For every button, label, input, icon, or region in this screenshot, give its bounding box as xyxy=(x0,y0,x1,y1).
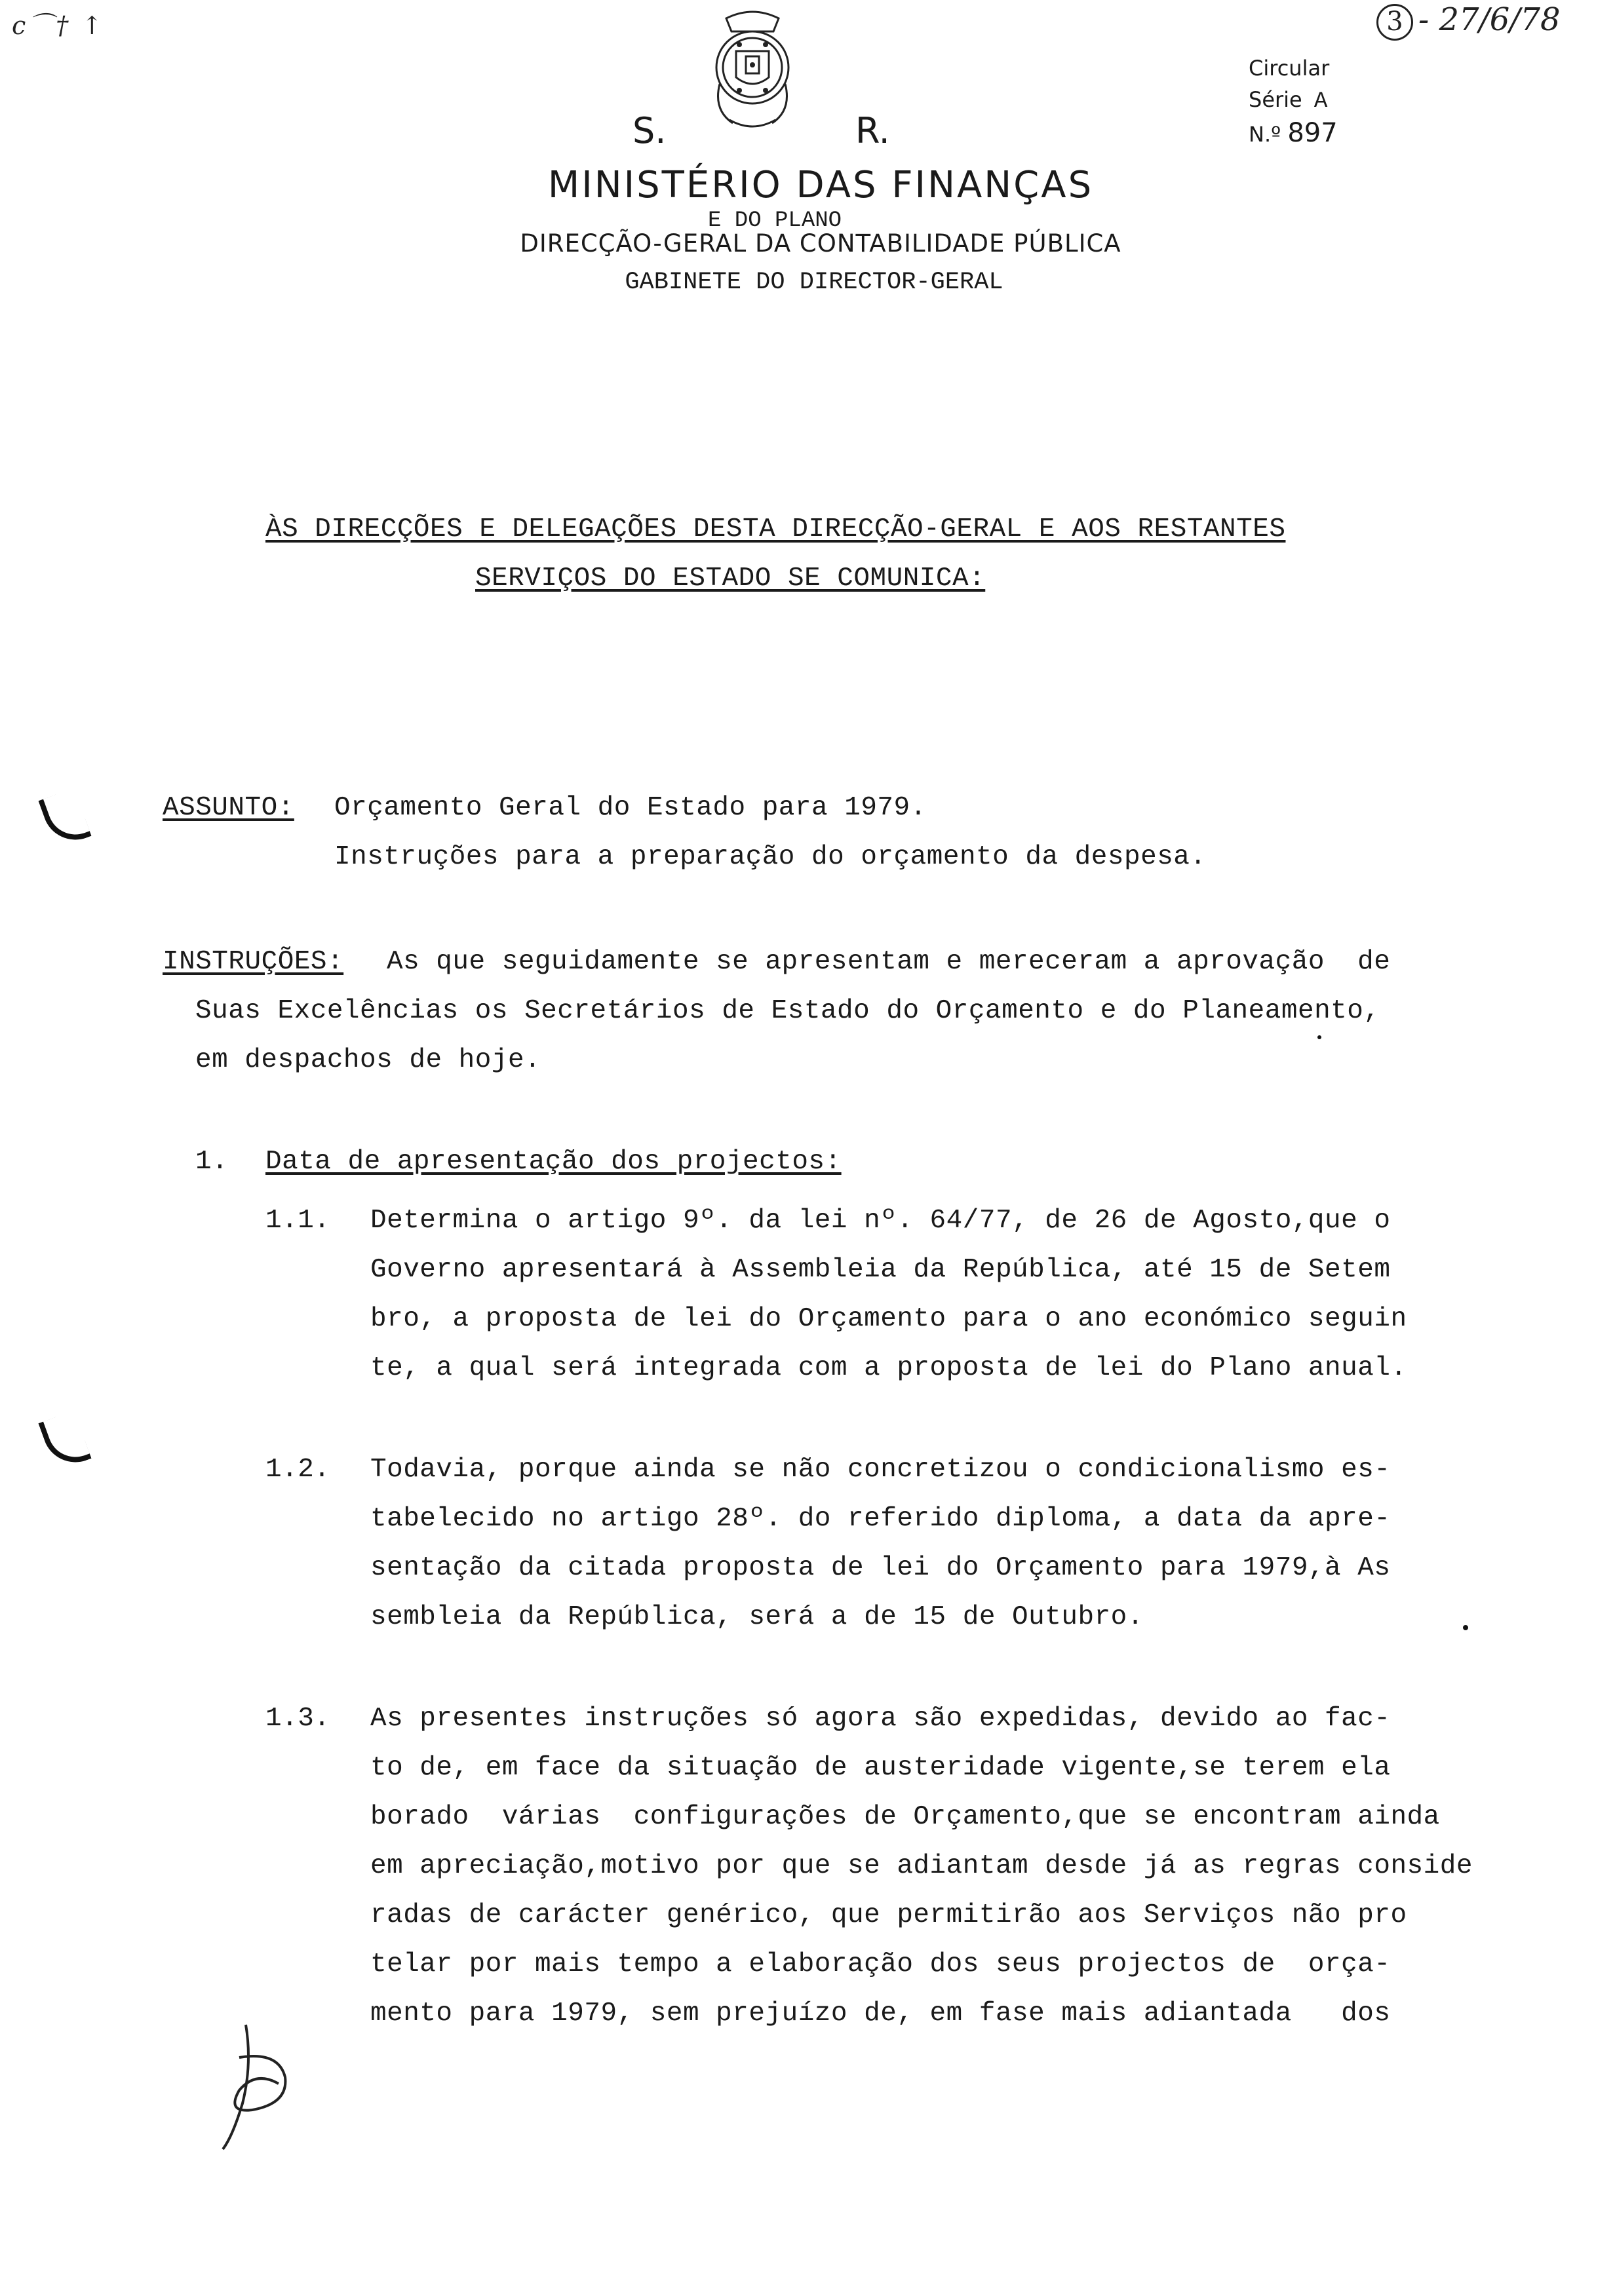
department-title: DIRECÇÃO-GERAL DA CONTABILIDADE PÚBLICA xyxy=(520,229,1121,258)
paragraph-line: Todavia, porque ainda se não concretizou o condicionalismo es- xyxy=(370,1455,1391,1485)
serie-value: A xyxy=(1313,89,1328,114)
paragraph-number: 1.2. xyxy=(265,1455,330,1485)
instrucoes-line-2: Suas Excelências os Secretários de Estado do Orçamento e do Planeamento, xyxy=(195,996,1380,1026)
ministry-subtitle: E DO PLANO xyxy=(708,208,842,233)
paragraph-line: sentação da citada proposta de lei do Orçamento para 1979,à As xyxy=(370,1553,1391,1583)
paragraph-line: bro, a proposta de lei do Orçamento para o ano económico seguin xyxy=(370,1304,1407,1334)
paragraph-number: 1.3. xyxy=(265,1704,330,1734)
office-title: GABINETE DO DIRECTOR-GERAL xyxy=(625,269,1003,296)
section-number: 1. xyxy=(195,1147,229,1177)
stray-mark xyxy=(1463,1625,1468,1630)
stray-mark xyxy=(1317,1035,1321,1039)
number-value: 897 xyxy=(1287,118,1338,148)
paragraph-line: borado várias configurações de Orçamento,que se encontram ainda xyxy=(370,1802,1440,1832)
handwritten-reference xyxy=(1376,1,1561,41)
handwritten-initials xyxy=(220,2018,298,2156)
instrucoes-line-3: em despachos de hoje. xyxy=(195,1045,541,1075)
serie-label: Série xyxy=(1249,87,1302,112)
circular-reference xyxy=(1249,52,1338,150)
letter-r: R. xyxy=(855,110,890,151)
paragraph-line: sembleia da República, será a de 15 de Outubro. xyxy=(370,1602,1144,1632)
section-title: Data de apresentação dos projectos: xyxy=(265,1147,842,1177)
ministry-title: MINISTÉRIO DAS FINANÇAS xyxy=(547,164,1094,206)
instrucoes-label: INSTRUÇÕES: xyxy=(163,947,344,977)
margin-bracket-mark xyxy=(38,1410,91,1471)
number-line xyxy=(1249,117,1338,150)
paragraph-line: em apreciação,motivo por que se adiantam desde já as regras conside xyxy=(370,1851,1473,1881)
paragraph-line: tabelecido no artigo 28º. do referido diploma, a data da apre- xyxy=(370,1504,1391,1534)
paragraph-line: to de, em face da situação de austeridade vigente,se terem ela xyxy=(370,1753,1391,1783)
paragraph-line: Governo apresentará à Assembleia da República, até 15 de Setem xyxy=(370,1255,1391,1285)
assunto-line-1: Orçamento Geral do Estado para 1979. xyxy=(334,793,927,823)
circled-number: 3 xyxy=(1376,4,1413,41)
paragraph-line: Determina o artigo 9º. da lei nº. 64/77, de 26 de Agosto,que o xyxy=(370,1206,1391,1236)
serie-line xyxy=(1249,84,1338,117)
corner-handwritten-mark: c⌒† ↑ xyxy=(12,11,106,40)
addressee-line-1: ÀS DIRECÇÕES E DELEGAÇÕES DESTA DIRECÇÃO-GERAL E AOS RESTANTES xyxy=(265,514,1286,545)
paragraph-line: mento para 1979, sem prejuízo de, em fase mais adiantada dos xyxy=(370,1999,1391,2029)
number-label: N.º xyxy=(1249,122,1281,147)
paragraph-line: As presentes instruções só agora são expedidas, devido ao fac- xyxy=(370,1704,1391,1734)
circular-label: Circular xyxy=(1249,56,1330,81)
paragraph-line: te, a qual será integrada com a proposta de lei do Plano anual. xyxy=(370,1353,1407,1383)
assunto-label: ASSUNTO: xyxy=(163,793,294,823)
handwritten-date: - 27/6/78 xyxy=(1418,1,1561,38)
instrucoes-line-1: As que seguidamente se apresentam e mereceram a aprovação de xyxy=(387,947,1391,977)
paragraph-line: radas de carácter genérico, que permitirão aos Serviços não pro xyxy=(370,1900,1407,1930)
addressee-line-2: SERVIÇOS DO ESTADO SE COMUNICA: xyxy=(475,564,986,594)
paragraph-line: telar por mais tempo a elaboração dos seus projectos de orça- xyxy=(370,1949,1391,1980)
assunto-line-2: Instruções para a preparação do orçamento da despesa. xyxy=(334,842,1207,872)
coat-of-arms-emblem xyxy=(700,5,805,136)
letter-s: S. xyxy=(632,110,667,151)
paragraph-number: 1.1. xyxy=(265,1206,330,1236)
margin-bracket-mark xyxy=(38,788,91,849)
